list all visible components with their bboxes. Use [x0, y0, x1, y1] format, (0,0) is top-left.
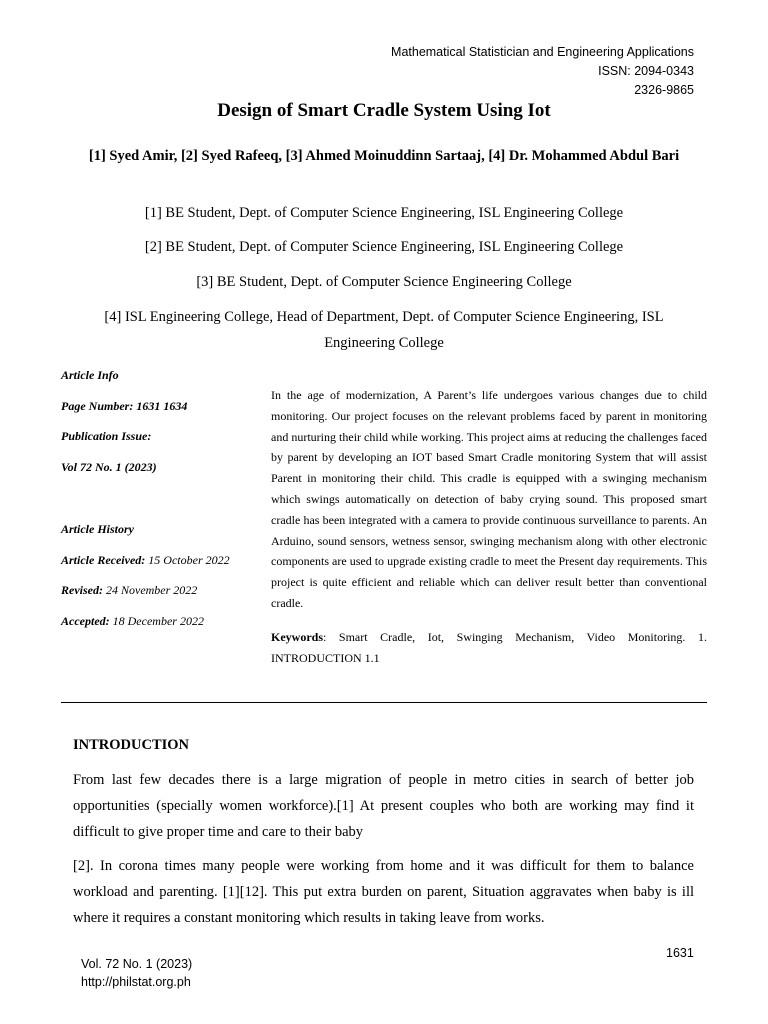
volume-issue: Vol 72 No. 1 (2023): [61, 459, 157, 474]
journal-header: [391, 43, 694, 100]
article-history-heading: Article History: [61, 522, 134, 536]
section-divider: [61, 702, 707, 703]
affiliation-2: [2] BE Student, Dept. of Computer Science Engineering, ISL Engineering College: [144, 239, 624, 255]
keywords-label: Keywords: [271, 630, 323, 644]
journal-name: Mathematical Statistician and Engineering Applications: [391, 45, 694, 59]
revised-date: 24 November 2022: [102, 583, 198, 597]
received-date: 15 October 2022: [145, 552, 230, 567]
article-revised: [61, 581, 261, 612]
article-accepted: [61, 612, 261, 643]
footer-volume: Vol. 72 No. 1 (2023): [81, 957, 193, 971]
affiliation-1: [1] BE Student, Dept. of Computer Science Engineering, ISL Engineering College: [144, 205, 624, 221]
author-list: [1] Syed Amir, [2] Syed Rafeeq, [3] Ahmed Moinuddinn Sartaaj, [4] Dr. Mohammed Abdul Bari: [88, 148, 680, 164]
keywords: [271, 627, 707, 669]
article-info-panel: [61, 366, 261, 642]
affiliation-3: [3] BE Student, Dept. of Computer Science Engineering College: [196, 274, 572, 290]
accepted-label: Accepted:: [61, 613, 110, 628]
accepted-date: 18 December 2022: [109, 613, 204, 628]
introduction-paragraph-1: From last few decades there is a large migration of people in metro cities in search of better job opportunities (specially women workforce).[1] At present couples who both are working may find it difficult to give proper time and care to their baby: [73, 772, 694, 840]
paper-title: Design of Smart Cradle System Using Iot: [217, 100, 551, 121]
issn-print: ISSN: 2094-0343: [598, 64, 694, 78]
footer: [81, 955, 192, 991]
issn-online: 2326-9865: [634, 83, 694, 97]
info-spacer: [61, 488, 261, 520]
page-number: Page Number: 1631 1634: [61, 398, 188, 413]
article-info-heading: Article Info: [61, 368, 119, 382]
publication-issue-label: Publication Issue:: [61, 429, 152, 443]
abstract-text: In the age of modernization, A Parent’s life undergoes various changes due to child monitoring. Our project focuses on the relevant problems faced by parent in monitoring and nurturing their child while working. This project aims at reducing the challenges faced by parent by developing an IOT based Smart Cradle monitoring System that will assist Parent in monitoring their child. This cradle is equipped with a swinging mechanism which swings automatically on detection of baby crying sound. This proposed smart cradle has been integrated with a camera to provide continuous surveillance to parents. An Arduino, sound sensors, wetness sensor, swinging mechanism along with other electronic components are used to upgrade existing cradle to meet the Present day requirements. This project is quite efficient and reliable which can deliver result better than conventional cradle.: [271, 388, 707, 610]
received-label: Article Received:: [61, 552, 146, 567]
revised-label: Revised:: [61, 583, 103, 597]
keywords-text: : Smart Cradle, Iot, Swinging Mechanism, Video Monitoring. 1. INTRODUCTION 1.1: [271, 630, 707, 665]
affiliation-4: [4] ISL Engineering College, Head of Department, Dept. of Computer Science Engineering, ISL Engineering College: [104, 309, 664, 351]
introduction-paragraph-2: [2]. In corona times many people were working from home and it was difficult for them to balance workload and parenting. [1][12]. This put extra burden on parent, Situation aggravates when baby is ill where it requires a constant monitoring which results in taking leave from works.: [73, 858, 694, 926]
page-number-footer: 1631: [666, 946, 694, 960]
footer-url[interactable]: http://philstat.org.ph: [81, 975, 191, 989]
introduction-heading: INTRODUCTION: [73, 737, 190, 753]
article-received: [61, 551, 261, 582]
